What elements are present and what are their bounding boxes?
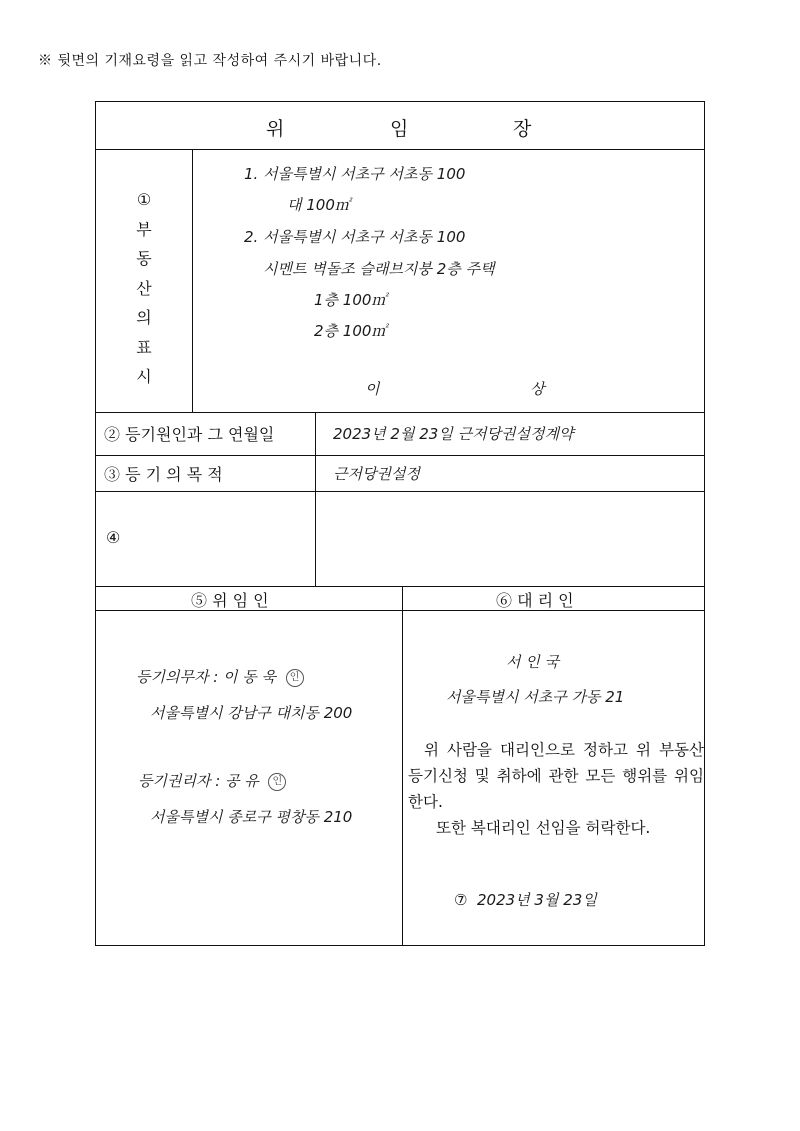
divider <box>96 412 704 413</box>
property-line-3: 2. 서울특별시 서초구 서초동 100 <box>244 228 466 246</box>
property-line-4: 시멘트 벽돌조 슬래브지붕 2층 주택 <box>263 260 495 278</box>
creditor-address: 서울특별시 종로구 평창동 210 <box>150 808 353 826</box>
cause-date-label: ② 등기원인과 그 연월일 <box>104 425 275 444</box>
divider <box>96 455 704 456</box>
title-char-2: 임 <box>390 118 409 140</box>
divider <box>96 491 704 492</box>
delegation-text <box>408 737 704 841</box>
label-char: 동 <box>136 249 152 268</box>
property-line-1: 1. 서울특별시 서초구 서초동 100 <box>244 165 466 183</box>
divider <box>402 586 403 945</box>
creditor-label: 등기권리자 : 공 유 <box>138 772 259 790</box>
divider <box>192 149 193 412</box>
title-char-1: 위 <box>266 118 285 140</box>
top-note: ※ 뒷면의 기재요령을 읽고 작성하여 주시기 바랍니다. <box>38 53 382 69</box>
end-marker-left: 이 <box>365 380 380 398</box>
property-line-2: 대 100㎡ <box>287 196 350 214</box>
seal-icon: 인 <box>286 669 304 687</box>
divider <box>96 586 704 587</box>
section-1-marker: ① <box>136 190 152 209</box>
purpose-label: ③ 등 기 의 목 적 <box>104 465 223 484</box>
power-of-attorney-form <box>95 101 705 946</box>
agent-header: ⑥ 대 리 인 <box>496 591 574 610</box>
delegation-paragraph: 위 사람을 대리인으로 정하고 위 부동산 등기신청 및 취하에 관한 모든 행위를 위임한다. <box>408 741 704 811</box>
seal-icon: 인 <box>268 773 286 791</box>
agent-name: 서 인 국 <box>506 653 560 671</box>
date-marker: ⑦ <box>454 891 468 909</box>
obligor-address: 서울특별시 강남구 대치동 200 <box>150 704 353 722</box>
property-label <box>96 185 192 392</box>
cause-date-value: 2023년 2월 23일 근저당권설정계약 <box>333 425 574 443</box>
obligor-label: 등기의무자 : 이 동 욱 <box>136 668 277 686</box>
section-4-label: ④ <box>106 528 121 547</box>
sub-agent-paragraph: 또한 복대리인 선임을 허락한다. <box>436 819 651 837</box>
label-char: 산 <box>136 278 152 298</box>
divider <box>96 149 704 150</box>
obligor-line <box>136 666 304 687</box>
signing-date-line <box>454 889 597 910</box>
divider <box>315 412 316 586</box>
agent-address: 서울특별시 서초구 가동 21 <box>446 688 625 706</box>
signing-date: 2023년 3월 23일 <box>477 891 597 909</box>
label-char: 시 <box>136 367 152 386</box>
delegator-header: ⑤ 위 임 인 <box>191 591 269 610</box>
label-char: 표 <box>136 337 152 357</box>
divider <box>96 610 704 611</box>
label-char: 부 <box>136 219 152 239</box>
end-marker-right: 상 <box>530 380 545 398</box>
title-char-3: 장 <box>513 118 532 140</box>
property-line-5: 1층 100㎡ <box>314 291 387 309</box>
purpose-value: 근저당권설정 <box>333 465 420 483</box>
creditor-line <box>138 770 286 791</box>
label-char: 의 <box>136 308 152 327</box>
property-line-6: 2층 100㎡ <box>314 322 387 340</box>
